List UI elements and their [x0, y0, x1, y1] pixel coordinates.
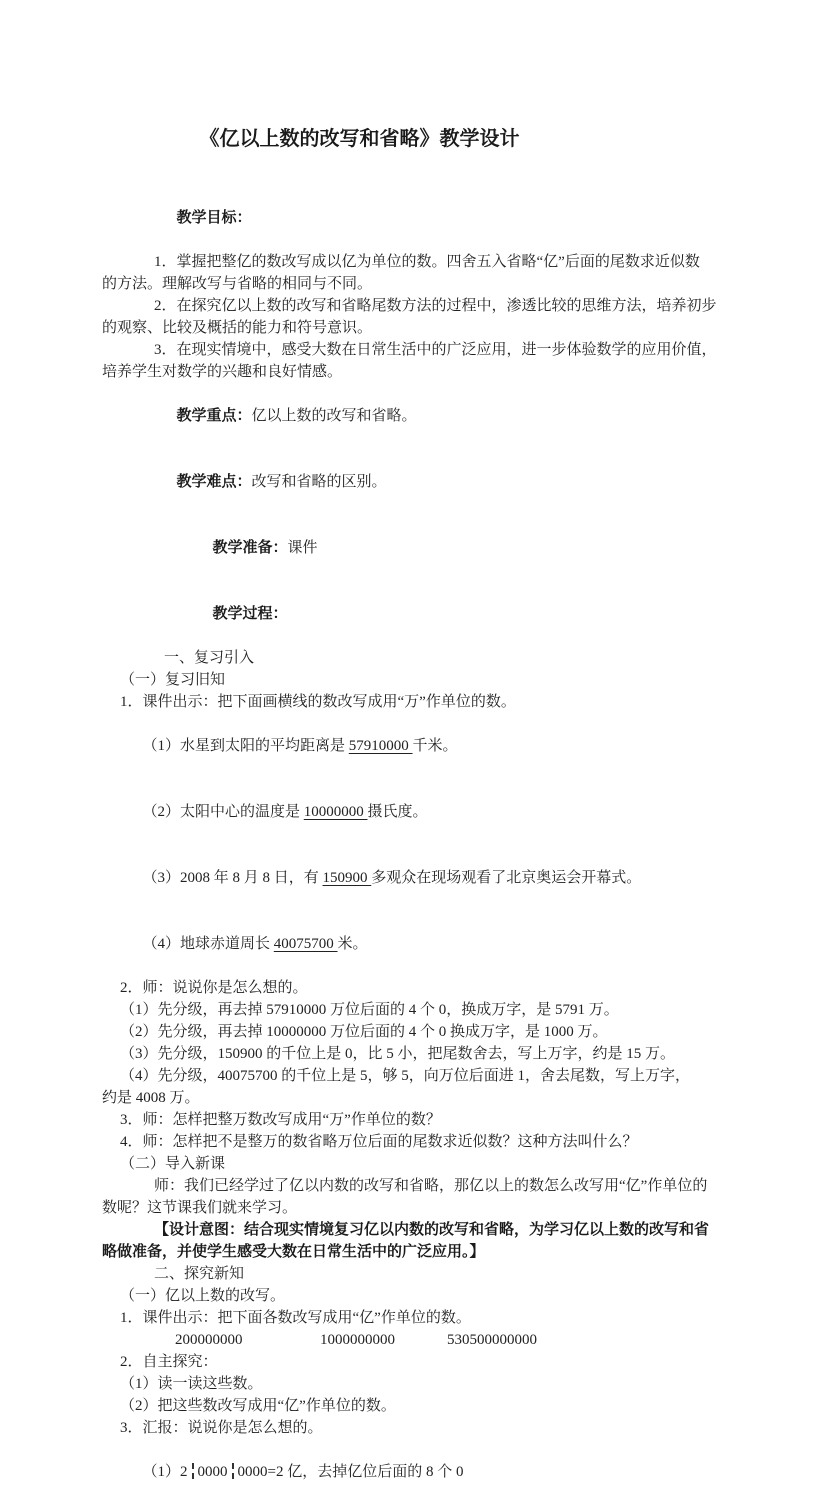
doc-line — [102, 779, 727, 845]
subsection-heading: （一）复习旧知 — [120, 672, 226, 688]
underlined-number: 40075700 — [273, 936, 338, 952]
document-title: 《亿以上数的改写和省略》教学设计 — [199, 128, 520, 150]
design-intent-note: 略做准备，并使学生感受大数在日常生活中的广泛应用。】 — [102, 1243, 485, 1260]
doc-line: 1．课件出示：把下面各数改写成用“亿”作单位的数。 — [120, 1310, 471, 1326]
doc-line: （4）先分级，40075700 的千位上是 5，够 5，向万位后面进 1，舍去尾数，写上万字， — [120, 1068, 691, 1084]
heading-teaching-difficulty — [102, 449, 727, 515]
doc-line: 的方法。理解改写与省略的相同与不同。 — [102, 276, 373, 292]
doc-line-text: （3）2008 年 8 月 8 日，有 — [142, 870, 323, 886]
doc-line: 2．自主探究： — [120, 1354, 218, 1370]
doc-line-text: （2）太阳中心的温度是 — [142, 804, 304, 820]
doc-line-text: 0000=2 亿，去掉亿位后面的 8 个 0 — [237, 1464, 464, 1480]
digit-group-separator-icon — [192, 1463, 194, 1479]
design-intent-note: 【设计意图：结合现实情境复习亿以内数的改写和省略，为学习亿以上数的改写和省 — [154, 1221, 710, 1238]
doc-line: 的观察、比较及概括的能力和符号意识。 — [102, 320, 373, 336]
doc-line: （1）读一读这些数。 — [120, 1376, 263, 1392]
doc-line: （3）先分级，150900 的千位上是 0，比 5 小，把尾数舍去，写上万字，约是 15 万。 — [120, 1046, 676, 1062]
doc-line-text: 米。 — [337, 936, 368, 952]
heading-teaching-process — [102, 581, 727, 647]
bold-label: 教学准备： — [212, 539, 288, 556]
doc-line: 约是 4008 万。 — [102, 1090, 200, 1106]
doc-line-text: （1）2 — [142, 1464, 188, 1480]
doc-line: 数呢？这节课我们就来学习。 — [102, 1200, 298, 1216]
digit-grouping-line — [102, 1439, 727, 1505]
document-page — [0, 124, 827, 1480]
doc-line: 1．课件出示：把下面画横线的数改写成用“万”作单位的数。 — [120, 694, 516, 710]
example-number: 200000000 — [175, 1332, 243, 1348]
bold-label: 教学目标： — [176, 209, 252, 226]
heading-teaching-key-point — [102, 383, 727, 449]
doc-line: 4．师：怎样把不是整万的数省略万位后面的尾数求近似数？这种方法叫什么？ — [120, 1134, 638, 1150]
underlined-number: 57910000 — [348, 738, 413, 754]
doc-line-text: （1）水星到太阳的平均距离是 — [142, 738, 349, 754]
section-heading-explore: 二、探究新知 — [154, 1266, 245, 1282]
example-numbers-row — [102, 1329, 727, 1351]
example-number: 1000000000 — [320, 1332, 395, 1348]
doc-line: 3．汇报：说说你是怎么想的。 — [120, 1420, 323, 1436]
underlined-number: 150900 — [322, 870, 372, 886]
doc-line: 2．在探究亿以上数的改写和省略尾数方法的过程中，渗透比较的思维方法，培养初步 — [154, 298, 717, 314]
doc-line-text: 课件 — [287, 540, 318, 556]
doc-line-text: 千米。 — [412, 738, 458, 754]
doc-line-text: 摄氏度。 — [367, 804, 428, 820]
underlined-number: 10000000 — [303, 804, 368, 820]
doc-line-text: 亿以上数的改写和省略。 — [251, 408, 417, 424]
subsection-heading: （二）导入新课 — [120, 1156, 226, 1172]
doc-line: 1．掌握把整亿的数改写成以亿为单位的数。四舍五入省略“亿”后面的尾数求近似数 — [154, 254, 700, 270]
doc-line — [102, 911, 727, 977]
doc-line — [102, 713, 727, 779]
doc-line-text: 多观众在现场观看了北京奥运会开幕式。 — [371, 870, 642, 886]
doc-line — [102, 845, 727, 911]
digit-group-separator-icon — [232, 1463, 234, 1479]
doc-line: （2）先分级，再去掉 10000000 万位后面的 4 个 0 换成万字，是 1000 万。 — [120, 1024, 608, 1040]
example-number: 530500000000 — [447, 1332, 537, 1348]
doc-line: 师：我们已经学过了亿以内数的改写和省略，那亿以上的数怎么改写用“亿”作单位的 — [154, 1178, 708, 1194]
bold-label: 教学重点： — [176, 407, 252, 424]
bold-label: 教学过程： — [212, 605, 288, 622]
heading-teaching-goals — [102, 185, 727, 251]
doc-line: 3．在现实情境中，感受大数在日常生活中的广泛应用，进一步体验数学的应用价值， — [154, 342, 717, 358]
doc-line: 2．师：说说你是怎么想的。 — [120, 980, 308, 996]
doc-line-text: 改写和省略的区别。 — [251, 474, 387, 490]
document-body — [0, 185, 827, 1505]
doc-line: 3．师：怎样把整万数改写成用“万”作单位的数？ — [120, 1112, 441, 1128]
bold-label: 教学难点： — [176, 473, 252, 490]
doc-line: （2）把这些数改写成用“亿”作单位的数。 — [120, 1398, 396, 1414]
section-heading-review: 一、复习引入 — [164, 650, 255, 666]
heading-teaching-preparation — [102, 515, 727, 581]
doc-line-text: （4）地球赤道周长 — [142, 936, 274, 952]
doc-line: （1）先分级，再去掉 57910000 万位后面的 4 个 0，换成万字，是 5791 万。 — [120, 1002, 619, 1018]
subsection-heading: （一）亿以上数的改写。 — [120, 1288, 286, 1304]
digit-group: 0000 — [197, 1464, 228, 1480]
doc-line: 培养学生对数学的兴趣和良好情感。 — [102, 364, 343, 380]
